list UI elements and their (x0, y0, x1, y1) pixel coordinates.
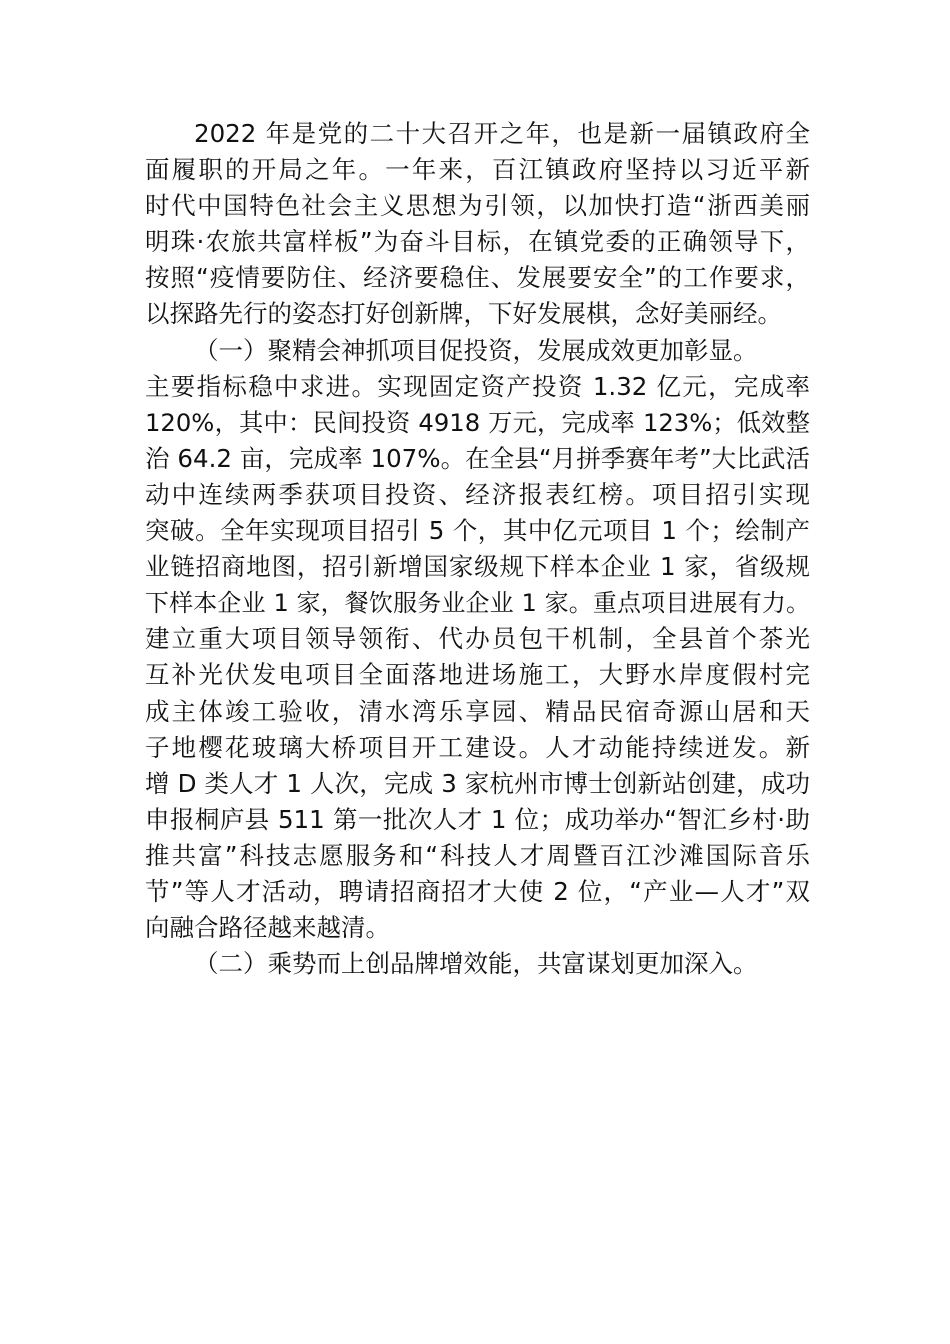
paragraph-intro-line: 2022 年是党的二十大召开之年，也是新一届镇政府全 (194, 119, 810, 148)
section-one-line: 子地樱花玻璃大桥项目开工建设。人才动能持续迸发。新 (145, 732, 810, 762)
section-one-line: 节”等人才活动，聘请招商招才大使 2 位，“产业—人才”双 (145, 876, 810, 906)
section-one-line: 业链招商地图，招引新增国家级规下样本企业 1 家，省级规 (145, 552, 810, 582)
section-one-line: 成主体竣工验收，清水湾乐享园、精品民宿奇源山居和天 (145, 696, 810, 726)
section-one-line: 动中连续两季获项目投资、经济报表红榜。项目招引实现 (145, 479, 810, 509)
paragraph-intro-line: 以探路先行的姿态打好创新牌，下好发展棋，念好美丽经。 (145, 299, 782, 329)
section-heading-two: （二）乘势而上创品牌增效能，共富谋划更加深入。 (194, 949, 758, 979)
section-one-line: 向融合路径越来越清。 (145, 913, 390, 943)
paragraph-intro-line: 按照“疫情要防住、经济要稳住、发展要安全”的工作要求， (145, 263, 810, 293)
paragraph-intro-line: 明珠·农旅共富样板”为奋斗目标，在镇党委的正确领导下， (145, 227, 810, 257)
body-text (145, 116, 810, 982)
section-one-line: 建立重大项目领导领衔、代办员包干机制，全县首个茶光 (145, 624, 810, 654)
section-one-line: 推共富”科技志愿服务和“科技人才周暨百江沙滩国际音乐 (145, 840, 810, 870)
section-one-line: 主要指标稳中求进。实现固定资产投资 1.32 亿元，完成率 (145, 371, 810, 401)
section-one-line: 120%，其中：民间投资 4918 万元，完成率 123%；低效整 (145, 407, 810, 437)
paragraph-intro-line: 时代中国特色社会主义思想为引领，以加快打造“浙西美丽 (145, 191, 810, 221)
paragraph-intro-line: 面履职的开局之年。一年来，百江镇政府坚持以习近平新 (145, 155, 810, 185)
section-one-line: 下样本企业 1 家，餐饮服务业企业 1 家。重点项目进展有力。 (145, 589, 810, 618)
section-one-line: 突破。全年实现项目招引 5 个，其中亿元项目 1 个；绘制产 (145, 516, 810, 546)
section-one-line: 治 64.2 亩，完成率 107%。在全县“月拼季赛年考”大比武活 (145, 443, 810, 473)
section-one-line: 增 D 类人才 1 人次，完成 3 家杭州市博士创新站创建，成功 (145, 768, 810, 798)
section-one-line: 申报桐庐县 511 第一批次人才 1 位；成功举办“智汇乡村·助 (145, 804, 810, 834)
section-heading-one: （一）聚精会神抓项目促投资，发展成效更加彰显。 (194, 335, 758, 365)
section-one-line: 互补光伏发电项目全面落地进场施工，大野水岸度假村完 (145, 660, 810, 690)
